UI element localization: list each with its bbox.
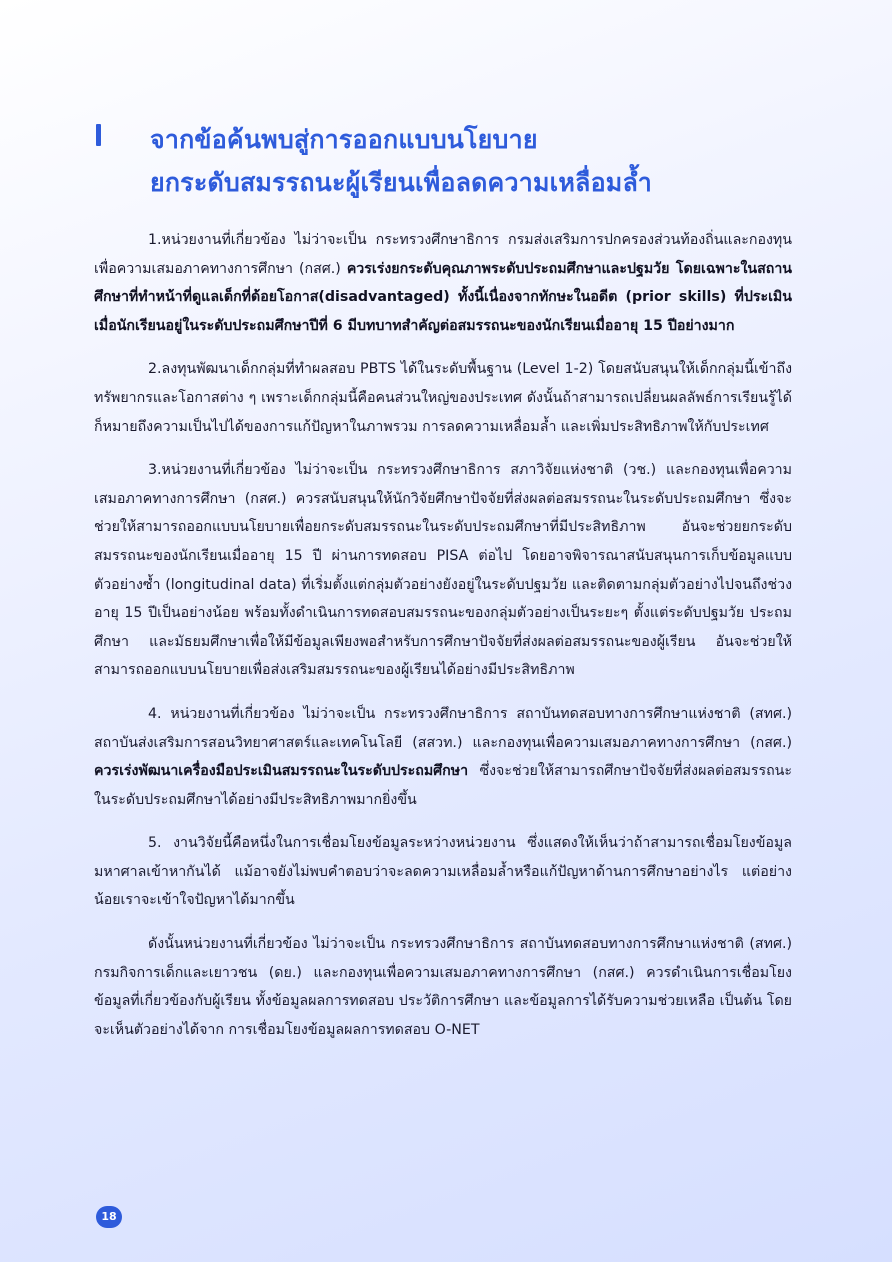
paragraph-5: 5. งานวิจัยนี้คือหนึ่งในการเชื่อมโยงข้อมูลระหว่างหน่วยงาน ซึ่งแสดงให้เห็นว่าถ้าสามารถเชื่อมโยงข้อมูลมหาศาลเข้าหากันได้ แม้อาจยังไม่พบคำตอบว่าจะลดความเหลื่อมล้ำหรือแก้ปัญหาด้านการศึกษาอย่างไร แต่อย่างน้อยเราจะเข้าใจปัญหาได้มากขึ้น [94, 835, 792, 909]
paragraph-1 [94, 226, 792, 340]
paragraph-6: ดังนั้นหน่วยงานที่เกี่ยวข้อง ไม่ว่าจะเป็น กระทรวงศึกษาธิการ สถาบันทดสอบทางการศึกษาแห่งชาติ (สทศ.) กรมกิจการเด็กและเยาวชน (ดย.) และกองทุนเพื่อความเสมอภาคทางการศึกษา (กสศ.) ควรดำเนินการเชื่อมโยงข้อมูลที่เกี่ยวข้องกับผู้เรียน ทั้งข้อมูลผลการทดสอบ ประวัติการศึกษา และข้อมูลการได้รับความช่วยเหลือ เป็นต้น โดยจะเห็นตัวอย่างได้จาก การเชื่อมโยงข้อมูลผลการทดสอบ O-NET [94, 936, 792, 1038]
page-title [150, 118, 816, 204]
page-title-line-2: ยกระดับสมรรถนะผู้เรียนเพื่อลดความเหลื่อมล้ำ [150, 168, 653, 197]
paragraph-4 [94, 700, 792, 814]
paragraph-4-text-end: ซึ่งจะช่วยให้สามารถศึกษาปัจจัยที่ส่งผลต่อสมรรถนะในระดับประถมศึกษาได้อย่างมีประสิทธิภาพมากยิ่งขึ้น [94, 763, 792, 808]
heading-accent-bar [96, 124, 101, 146]
paragraph-1-emphasis: ควรเร่งยกระดับคุณภาพระดับประถมศึกษาและปฐมวัย โดยเฉพาะในสถานศึกษาที่ทำหน้าที่ดูแลเด็กที่ด้อยโอกาส(disadvantaged) ทั้งนี้เนื่องจากทักษะในอดีต (prior skills) ที่ประเมินเมื่อนักเรียนอยู่ในระดับประถมศึกษาปีที่ 6 มีบทบาทสำคัญต่อสมรรถนะของนักเรียนเมื่ออายุ 15 ปีอย่างมาก [94, 260, 792, 334]
paragraph-3: 3.หน่วยงานที่เกี่ยวข้อง ไม่ว่าจะเป็น กระทรวงศึกษาธิการ สภาวิจัยแห่งชาติ (วช.) และกองทุนเพื่อความเสมอภาคทางการศึกษา (กสศ.) ควรสนับสนุนให้นักวิจัยศึกษาปัจจัยที่ส่งผลต่อสมรรถนะในระดับประถมศึกษา ซึ่งจะช่วยให้สามารถออกแบบนโยบายเพื่อยกระดับสมรรถนะในระดับประถมศึกษาที่มีประสิทธิภาพ อันจะช่วยยกระดับสมรรถนะของนักเรียนเมื่ออายุ 15 ปี ผ่านการทดสอบ PISA ต่อไป โดยอาจพิจารณาสนับสนุนการเก็บข้อมูลแบบตัวอย่างซ้ำ (longitudinal data) ที่เริ่มตั้งแต่กลุ่มตัวอย่างยังอยู่ในระดับปฐมวัย และติดตามกลุ่มตัวอย่างไปจนถึงช่วงอายุ 15 ปีเป็นอย่างน้อย พร้อมทั้งดำเนินการทดสอบสมรรถนะของกลุ่มตัวอย่างเป็นระยะๆ ตั้งแต่ระดับปฐมวัย ประถมศึกษา และมัธยมศึกษาเพื่อให้มีข้อมูลเพียงพอสำหรับการศึกษาปัจจัยที่ส่งผลต่อสมรรถนะของผู้เรียน อันจะช่วยให้สามารถออกแบบนโยบายเพื่อส่งเสริมสมรรถนะของผู้เรียนได้อย่างมีประสิทธิภาพ [94, 462, 792, 679]
page-number-badge: 18 [96, 1206, 122, 1228]
page-title-line-1: จากข้อค้นพบสู่การออกแบบนโยบาย [150, 125, 538, 154]
paragraph-4-text: 4. หน่วยงานที่เกี่ยวข้อง ไม่ว่าจะเป็น กระทรวงศึกษาธิการ สถาบันทดสอบทางการศึกษาแห่งชาติ (สทศ.) สถาบันส่งเสริมการสอนวิทยาศาสตร์และเทคโนโลยี (สสวท.) และกองทุนเพื่อความเสมอภาคทางการศึกษา (กสศ.) [94, 705, 792, 751]
paragraph-4-emphasis: ควรเร่งพัฒนาเครื่องมือประเมินสมรรถนะในระดับประถมศึกษา [94, 763, 469, 780]
paragraph-1-text: 1.หน่วยงานที่เกี่ยวข้อง ไม่ว่าจะเป็น กระทรวงศึกษาธิการ กรมส่งเสริมการปกครองส่วนท้องถิ่นและกองทุนเพื่อความเสมอภาคทางการศึกษา (กสศ.) [94, 232, 792, 277]
section-heading [96, 118, 816, 204]
paragraph-2: 2.ลงทุนพัฒนาเด็กกลุ่มที่ทำผลสอบ PBTS ได้ในระดับพื้นฐาน (Level 1-2) โดยสนับสนุนให้เด็กกลุ่มนี้เข้าถึงทรัพยากรและโอกาสต่าง ๆ เพราะเด็กกลุ่มนี้คือคนส่วนใหญ่ของประเทศ ดังนั้นถ้าสามารถเปลี่ยนผลลัพธ์การเรียนรู้ได้ ก็หมายถึงความเป็นไปได้ของการแก้ปัญหาในภาพรวม การลดความเหลื่อมล้ำ และเพิ่มประสิทธิภาพให้กับประเทศ [94, 361, 792, 435]
body-text [94, 226, 792, 1059]
